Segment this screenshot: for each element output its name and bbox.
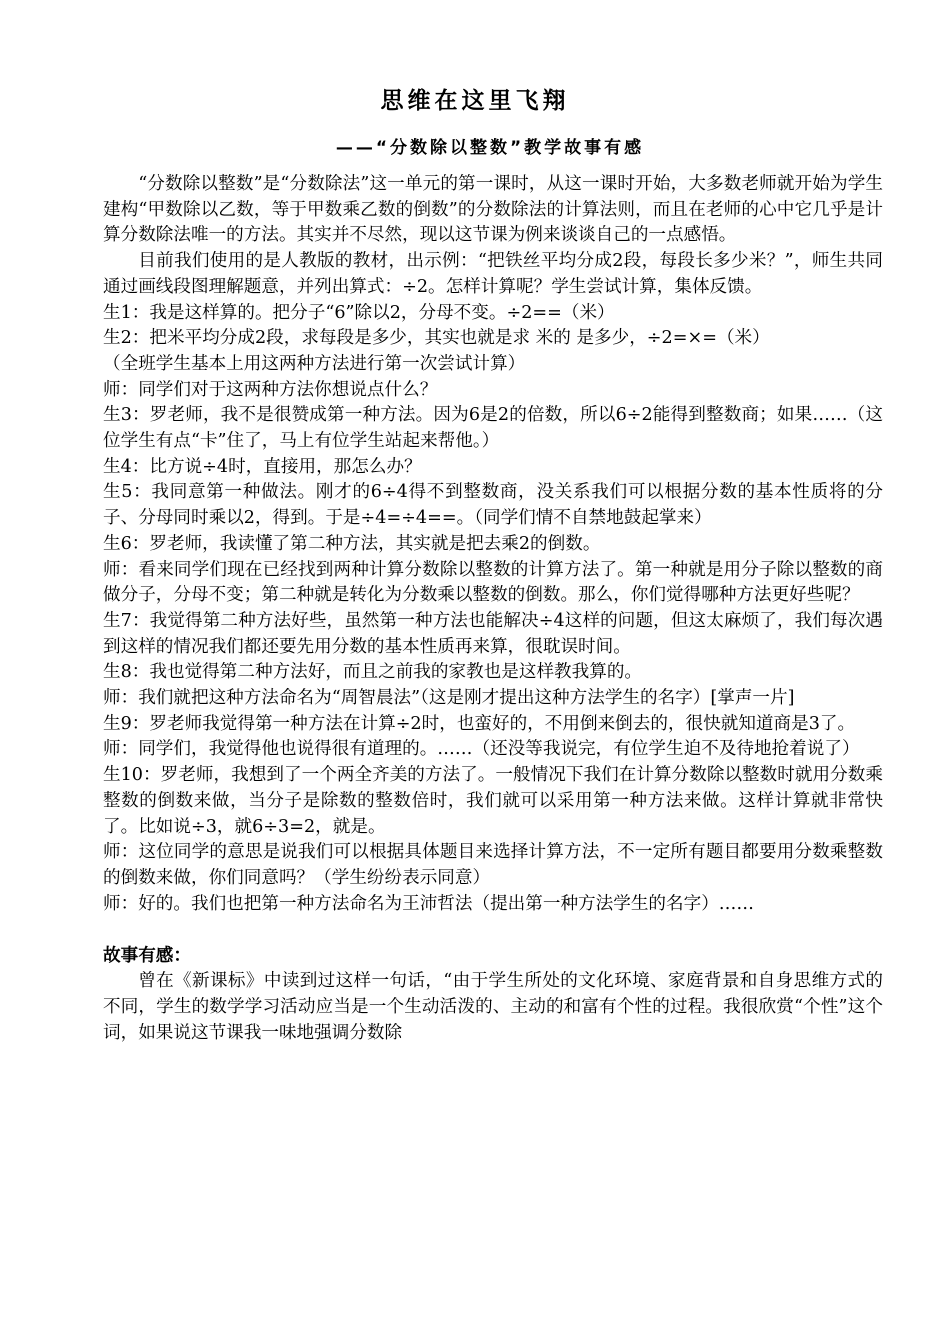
- document-body: [103, 172, 883, 1047]
- dialogue-line: 生2：把米平均分成2段，求每段是多少，其实也就是求 米的 是多少，÷2=×=（米）: [103, 328, 770, 349]
- section-spacer: [103, 917, 883, 943]
- dialogue-line: 师：同学们，我觉得他也说得很有道理的。……（还没等我说完，有位学生迫不及待地抢着说了）: [103, 739, 860, 760]
- dialogue-line: 生8：我也觉得第二种方法好，而且之前我的家教也是这样教我算的。: [103, 662, 643, 683]
- dialogue-line: 师：这位同学的意思是说我们可以根据具体题目来选择计算方法，不一定所有题目都要用分数乘整数的倒数来做，你们同意吗？（学生纷纷表示同意）: [103, 842, 883, 888]
- intro-paragraph-2: 目前我们使用的是人教版的教材，出示例：“把铁丝平均分成2段，每段长多少米？”，师生共同通过画线段图理解题意，并列出算式：÷2。怎样计算呢？学生尝试计算，集体反馈。: [103, 251, 883, 297]
- dialogue-line: 生1：我是这样算的。把分子“6”除以2，分母不变。÷2==（米）: [103, 302, 615, 323]
- story-heading: 故事有感：: [103, 946, 191, 967]
- dialogue-line: 师：好的。我们也把第一种方法命名为王沛哲法（提出第一种方法学生的名字）……: [103, 893, 754, 914]
- dialogue-line: 生4：比方说÷4时，直接用，那怎么办？: [103, 456, 422, 477]
- document-title: 思维在这里飞翔: [380, 88, 570, 114]
- dialogue-line: 生3：罗老师，我不是很赞成第一种方法。因为6是2的倍数，所以6÷2能得到整数商；如果……（这位学生有点“卡”住了，马上有位学生站起来帮他。）: [103, 405, 883, 452]
- dialogue-line: 生5：我同意第一种做法。刚才的6÷4得不到整数商，没关系我们可以根据分数的基本性质将的分子、分母同时乘以2，得到。于是÷4=÷4==。（同学们情不自禁地鼓起掌来）: [103, 482, 883, 529]
- document-subtitle: ——“分数除以整数”教学故事有感: [335, 138, 645, 158]
- dialogue-line: 生10：罗老师，我想到了一个两全齐美的方法了。一般情况下我们在计算分数除以整数时就用分数乘整数的倒数来做，当分子是除数的整数倍时，我们就可以采用第一种方法来做。这样计算就非常快了。比如说÷3，就6÷3=2，就是。: [103, 765, 883, 837]
- intro-paragraph-1: “分数除以整数”是“分数除法”这一单元的第一课时，从这一课时开始，大多数老师就开始为学生建构“甲数除以乙数，等于甲数乘乙数的倒数”的分数除法的计算法则，而且在老师的心中它几乎是计算分数除法唯一的方法。其实并不尽然，现以这节课为例来谈谈自己的一点感悟。: [103, 174, 883, 246]
- dialogue-line: 生7：我觉得第二种方法好些，虽然第一种方法也能解决÷4这样的问题，但这太麻烦了，我们每次遇到这样的情况我们都还要先用分数的基本性质再来算，很耽误时间。: [103, 610, 883, 657]
- story-paragraph: 曾在《新课标》中读到过这样一句话，“由于学生所处的文化环境、家庭背景和自身思维方式的不同，学生的数学学习活动应当是一个生动活泼的、主动的和富有个性的过程。我很欣赏“个性”这个词，如果说这节课我一味地强调分数除: [103, 971, 883, 1043]
- dialogue-line: 生6：罗老师，我读懂了第二种方法，其实就是把去乘2的倒数。: [103, 533, 601, 554]
- dialogue-line: 师：同学们对于这两种方法你想说点什么？: [103, 379, 438, 400]
- dialogue-line: 生9：罗老师我觉得第一种方法在计算÷2时，也蛮好的，不用倒来倒去的，很快就知道商是3了。: [103, 713, 856, 734]
- dialogue-line: 师：看来同学们现在已经找到两种计算分数除以整数的计算方法了。第一种就是用分子除以整数的商做分子，分母不变；第二种就是转化为分数乘以整数的倒数。那么，你们觉得哪种方法更好些呢？: [103, 559, 883, 606]
- dialogue-line: （全班学生基本上用这两种方法进行第一次尝试计算）: [103, 353, 526, 374]
- dialogue-line: 师：我们就把这种方法命名为“周智晨法”（这是刚才提出这种方法学生的名字）[掌声一片]: [103, 688, 795, 709]
